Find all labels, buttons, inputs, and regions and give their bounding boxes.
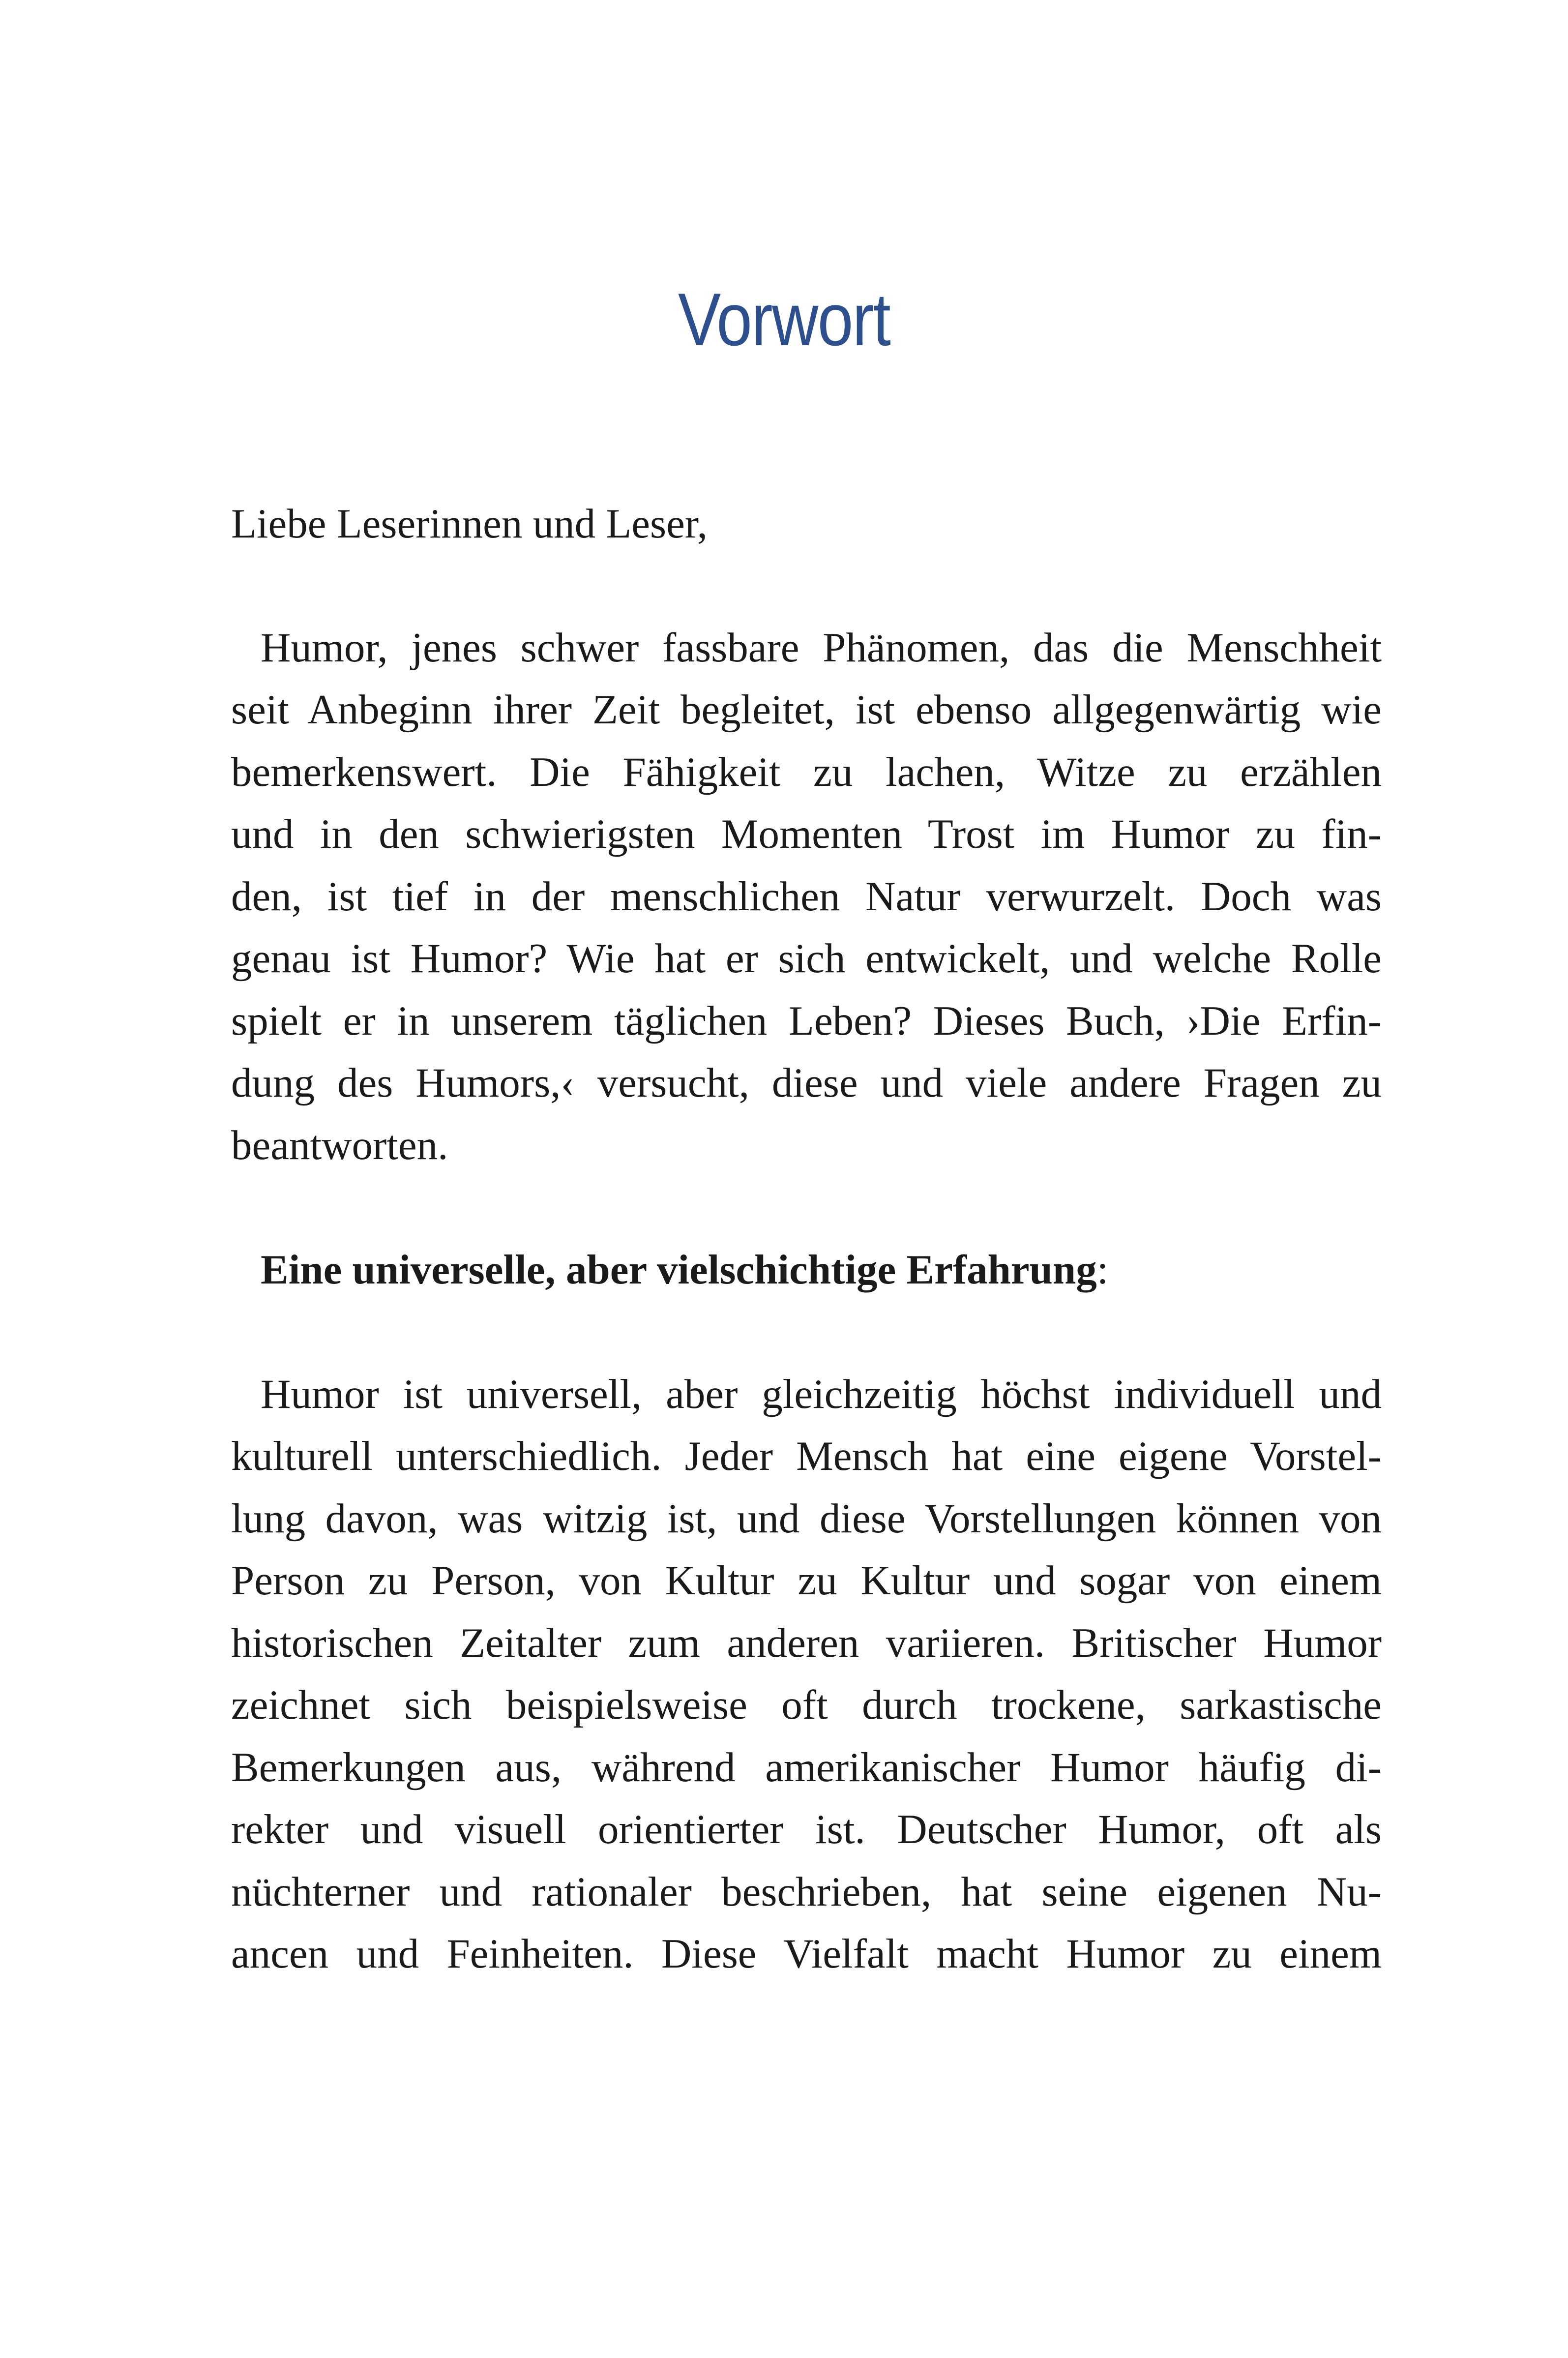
- page-title: Vorwort: [678, 278, 890, 361]
- section-heading: [261, 1243, 1382, 1297]
- paragraph-2-line: zeichnet sich beispielsweise oft durch trockene, sarkastische: [231, 1682, 1382, 1728]
- paragraph-2-line: lung davon, was witzig ist, und diese Vorstellungen können von: [231, 1495, 1382, 1542]
- paragraph-2-line: ancen und Feinheiten. Diese Vielfalt macht Humor zu einem: [231, 1931, 1382, 1977]
- paragraph-1-line: seit Anbeginn ihrer Zeit begleitet, ist ebenso allgegenwärtig wie: [231, 687, 1382, 733]
- paragraph-1-line: dung des Humors,‹ versucht, diese und viele andere Fragen zu: [231, 1060, 1382, 1106]
- paragraph-2-line: historischen Zeitalter zum anderen variieren. Britischer Humor: [231, 1620, 1382, 1666]
- paragraph-1-line: Humor, jenes schwer fassbare Phänomen, das die Menschheit: [261, 625, 1382, 671]
- paragraph-1-line: den, ist tief in der menschlichen Natur verwurzelt. Doch was: [231, 873, 1382, 920]
- paragraph-1-line: und in den schwierigsten Momenten Trost im Humor zu fin-: [231, 811, 1382, 857]
- paragraph-1-line: spielt er in unserem täglichen Leben? Dieses Buch, ›Die Erfin-: [231, 998, 1382, 1044]
- section-heading-colon: :: [1096, 1247, 1109, 1293]
- paragraph-2-line: rekter und visuell orientierter ist. Deutscher Humor, oft als: [231, 1806, 1382, 1852]
- paragraph-2-line: Person zu Person, von Kultur zu Kultur und sogar von einem: [231, 1557, 1382, 1604]
- paragraph-2-line: nüchterner und rationaler beschrieben, hat seine eigenen Nu-: [231, 1869, 1382, 1915]
- paragraph-1-line: beantworten.: [231, 1122, 448, 1168]
- paragraph-2-line: Bemerkungen aus, während amerikanischer Humor häufig di-: [231, 1744, 1382, 1791]
- section-heading-text: Eine universelle, aber vielschichtige Erfahrung: [261, 1247, 1097, 1293]
- salutation: Liebe Leserinnen und Leser,: [231, 501, 708, 547]
- paragraph-2-line: kulturell unterschiedlich. Jeder Mensch hat eine eigene Vorstel-: [231, 1433, 1382, 1479]
- paragraph-1-line: bemerkenswert. Die Fähigkeit zu lachen, Witze zu erzählen: [231, 749, 1382, 795]
- paragraph-2-line: Humor ist universell, aber gleichzeitig höchst individuell und: [261, 1371, 1382, 1417]
- paragraph-1-line: genau ist Humor? Wie hat er sich entwickelt, und welche Rolle: [231, 935, 1382, 982]
